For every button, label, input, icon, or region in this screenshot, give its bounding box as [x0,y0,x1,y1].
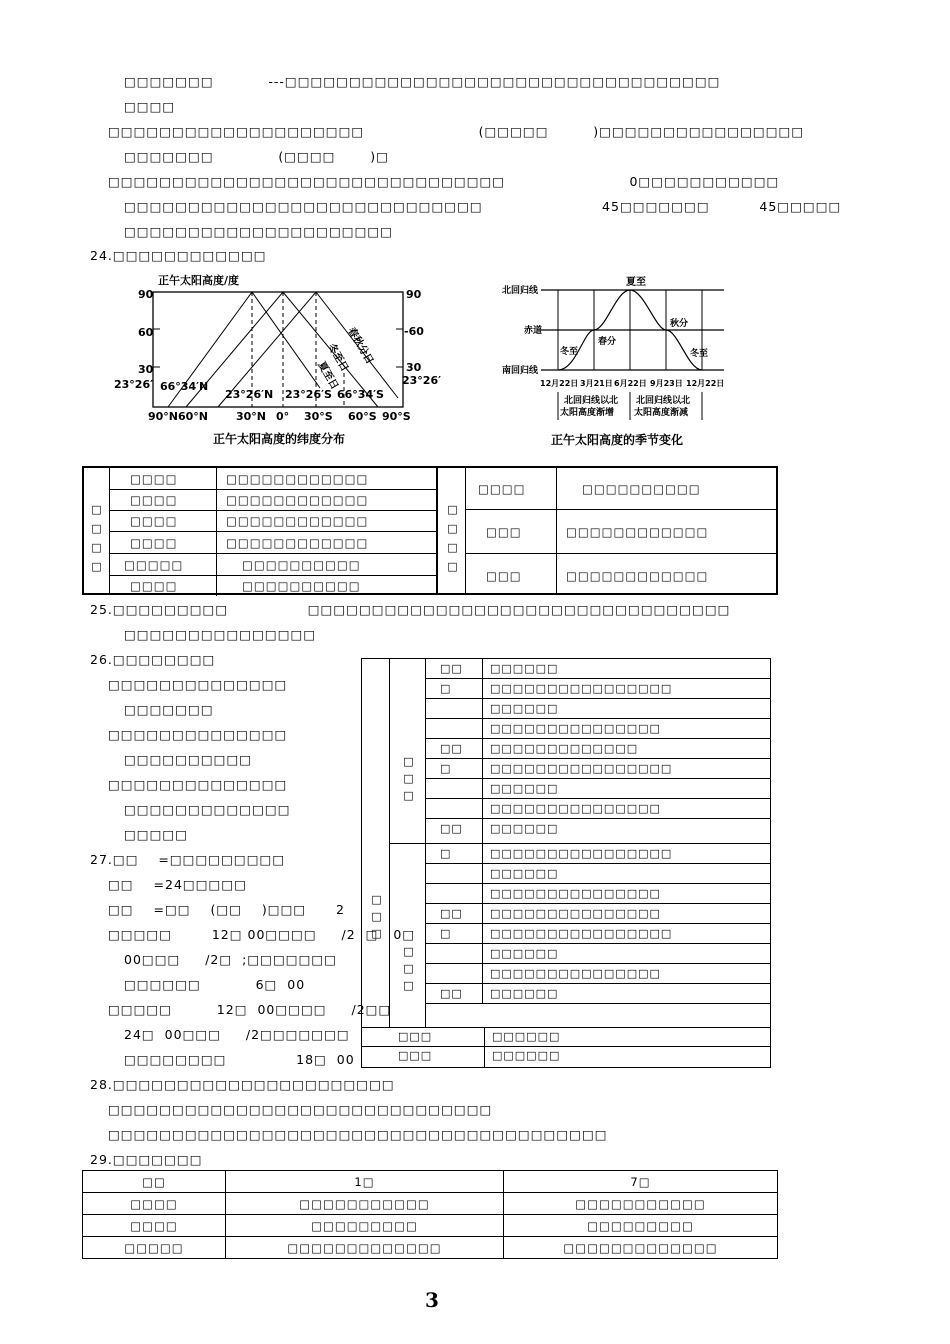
x-tick: 90°N [148,410,179,423]
y-tick-right: -60 [404,325,424,338]
row-label: 南回归线 [502,366,539,376]
table-row [426,904,770,924]
section-heading: 24.□□□□□□□□□□□□ [90,248,267,263]
season-label: 冬至 [560,347,579,357]
table-cell: □□□□□ [83,1237,226,1259]
text-line: □□□□□□□□□□□□□□□□□□□□□□□□□□□□□□□□□□□□□□□ [108,1127,608,1142]
row-label: 北回归线 [502,286,539,296]
table-row [426,739,770,759]
date-tick: 9月23日 [650,379,683,388]
section-heading: 29.□□□□□□□ [90,1152,203,1167]
caption: 太阳高度渐增 [560,408,615,418]
row-label: □ [440,927,452,940]
row-value: □□□□□□□□□□□□□□□□ [490,927,673,940]
table-26 [361,658,771,1068]
marker-label: 66°34′N [160,380,209,393]
text-line: □□□□□□□□□□□□□□□□□□□□ (□□□□□ )□□□□□□□□□□□□□□□□ [108,124,805,139]
caption: 太阳高度渐减 [634,408,689,418]
text-line: □□□□□□□□□□□□□□□□□□□□□□□□□□□□□□ [108,1102,493,1117]
seasonal-change-figure [496,274,736,454]
season-label: 夏至 [626,277,646,288]
row-label: 赤道 [524,326,543,336]
text-line: □□□□□□□ [124,702,214,717]
date-tick: 12月22日 [540,379,579,388]
text-line: 24□ 00□□□ /2□□□□□□□ [124,1027,350,1042]
table-row [426,819,770,844]
caption: 北回归线以北 [636,396,691,406]
table-row [426,884,770,904]
table-row [426,659,770,679]
y-tick-right: 90 [406,288,422,301]
row-value: □□□□□□□□□□□□□ [490,742,639,755]
y-tick-right: 30 [406,361,422,374]
curve-label: 夏至日 [315,360,340,392]
table-row [426,924,770,944]
marker-label: 23°26′N [225,388,274,401]
text-line: □□□□□□□□ 18□ 00 [124,1052,355,1067]
table-header: 7□ [504,1171,778,1193]
text-line: □□□□□□□□□□□□□□ [108,777,288,792]
table-row [426,799,770,819]
curve-label: 春秋分日 [345,326,375,367]
row-label: □ [440,682,452,695]
text-line: □□□□□□□□□□□□□□□□□□□□□ [124,224,394,239]
table-row [426,679,770,699]
y-tick: 90 [138,288,154,301]
table-header: 1□ [226,1171,504,1193]
text-line: □□ =24□□□□□ [108,877,247,892]
table-cell: □□□□□□□□□□□ [226,1193,504,1215]
table-row [426,864,770,884]
section-heading: 28.□□□□□□□□□□□□□□□□□□□□□□ [90,1077,395,1092]
row-label: □□ [440,987,463,1000]
table-cell: □□□□□□□□□□□□□ [504,1237,778,1259]
latitude-distribution-figure [108,268,442,458]
row-value: □□□□□□□□□□□□□□□□ [490,847,673,860]
y-axis-title: 正午太阳高度/度 [158,274,240,287]
section-heading: 26.□□□□□□□□ [90,652,216,667]
date-tick: 6月22日 [614,379,647,388]
row-value: □□□□□□ [490,782,559,795]
x-tick: 60°S [348,410,377,423]
table-24: □□□□ □□□□ □□□□□□□□□□□□ □□□□ □□□□□□□□□□□□ □□□□ □□□□□□□□□□□□ □□□□ □□□□□□□□□□□□ □□□□□ □□□□□□□□□□ □□□□ □□□□□□□□□□ □□□□ □□□□ □□□□□□□□□□ □□□ □□□□□□□□□□□□ □□□ □□□□□□□□□□□□ [82,466,778,595]
table-row [426,699,770,719]
table-row [426,944,770,964]
text-line: □□□□□□ 6□ 00 [124,977,306,992]
table-29 [82,1170,778,1259]
x-tick: 30°N [236,410,267,423]
x-tick: 60°N [178,410,209,423]
outer-label: □□□ [362,659,390,1027]
table-row [426,984,770,1004]
side-label: □□□□ [440,468,466,593]
table-cell: □□□□□□□□□□□ [504,1193,778,1215]
table-row [426,719,770,739]
marker-label: 66°34′S [337,388,384,401]
marker-label: 23°26′ [114,378,154,391]
row-value: □□□□□□ [490,867,559,880]
row-value: □□□□□□□□□□□□□□□ [490,802,661,815]
row-value: □□□□□□ [490,822,559,835]
footer-label: □□□ [398,1049,433,1062]
date-tick: 3月21日 [580,379,613,388]
section-heading: 25.□□□□□□□□□ □□□□□□□□□□□□□□□□□□□□□□□□□□□□□□□□□ [90,602,731,617]
x-tick: 30°S [304,410,333,423]
figure-title: 正午太阳高度的季节变化 [551,433,684,447]
table-row [426,759,770,779]
footer-label: □□□ [398,1030,433,1043]
text-line: □□□□□□□□□□ [124,752,253,767]
curve-label: 冬至日 [325,342,350,374]
table-cell: □□□□ [83,1193,226,1215]
row-value: □□□□□□ [490,947,559,960]
text-line: □□□□□□□ (□□□□ )□ [124,149,389,164]
section-heading: 27.□□ =□□□□□□□□□ [90,852,286,867]
row-value: □□□□□□□□□□□□□□□□ [490,682,673,695]
season-label: 冬至 [690,349,709,359]
y-tick: 60 [138,326,154,339]
text-line: □□ =□□ (□□ )□□□ 2 [108,902,345,917]
row-value: □□□□□□□□□□□□□□□□ [490,762,673,775]
footer-value: □□□□□□ [492,1049,561,1062]
page-number: 3 [425,1288,439,1312]
table-header: □□ [83,1171,226,1193]
side-label: □□□□ [84,468,110,593]
text-line: □□□□□□□□□□□□□□□□□□□□□□□□□□□□ 45□□□□□□□ 45□□□□□ [124,199,842,214]
table-row [426,844,770,864]
row-value: □□□□□□ [490,702,559,715]
table-row [426,779,770,799]
group-label: □□□ [390,844,426,1027]
row-value: □□□□□□□□□□□□□□□ [490,887,661,900]
table-cell: □□□□□□□□□□□□□ [226,1237,504,1259]
row-label: □ [440,847,452,860]
text-line: □□□□□□□□□□□□□□□□□□□□□□□□□□□□□□□ 0□□□□□□□□□□□ [108,174,780,189]
row-value: □□□□□□ [490,662,559,675]
season-label: 秋分 [670,319,689,329]
row-label: □□ [440,742,463,755]
table-cell: □□□□□□□□□ [504,1215,778,1237]
x-tick: 90°S [382,410,411,423]
row-label: □ [440,762,452,775]
text-line: □□□□□ [124,827,189,842]
text-line: □□□□□□□□□□□□□□□ [124,627,317,642]
y-tick-right: 23°26′ [402,374,442,387]
row-value: □□□□□□□□□□□□□□□ [490,967,661,980]
row-value: □□□□□□ [490,987,559,1000]
table-cell: □□□□□□□□□ [226,1215,504,1237]
row-label: □□ [440,907,463,920]
row-value: □□□□□□□□□□□□□□□ [490,907,661,920]
x-tick: 0° [276,410,290,423]
text-line: □□□□□ 12□ 00□□□□ /2□□ [108,1002,392,1017]
table-cell: □□□□ [83,1215,226,1237]
figure-title: 正午太阳高度的纬度分布 [213,432,346,446]
caption: 北回归线以北 [564,396,619,406]
season-label: 春分 [598,337,617,347]
text-line: 00□□□ /2□ ;□□□□□□□ [124,952,338,967]
text-line: □□□□□□□□□□□□□□ [108,677,288,692]
text-line: □□□□□□□□□□□□□□ [108,727,288,742]
marker-label: 23°26′S [285,388,332,401]
date-tick: 12月22日 [686,379,725,388]
table-row [426,964,770,984]
row-value: □□□□□□□□□□□□□□□ [490,722,661,735]
row-label: □□ [440,662,463,675]
text-line: □□□□ [124,99,176,114]
y-tick: 30 [138,363,154,376]
text-line: □□□□□□□ ---□□□□□□□□□□□□□□□□□□□□□□□□□□□□□□□□□□ [124,74,721,89]
group-label: □□□ [390,659,426,844]
text-line: □□□□□ 12□ 00□□□□ /2 □ 0□ [108,927,416,942]
row-label: □□ [440,822,463,835]
footer-value: □□□□□□ [492,1030,561,1043]
text-line: □□□□□□□□□□□□□ [124,802,291,817]
